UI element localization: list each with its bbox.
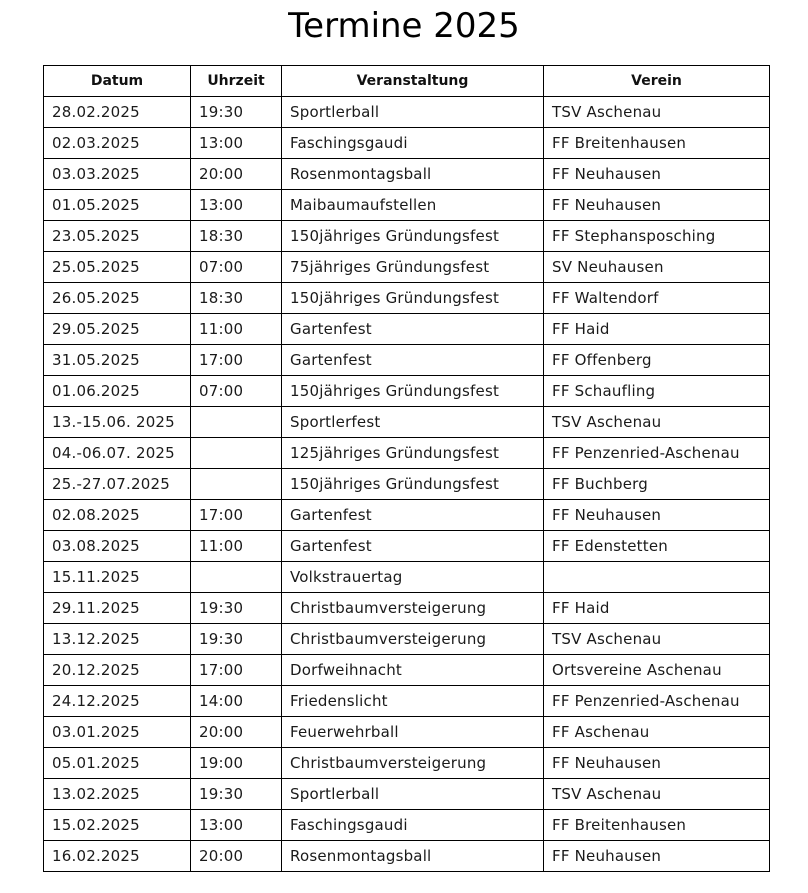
cell-datum: 03.08.2025 bbox=[44, 531, 191, 562]
cell-veranstaltung: Feuerwehrball bbox=[282, 717, 544, 748]
cell-uhrzeit bbox=[191, 562, 282, 593]
cell-veranstaltung: 150jähriges Gründungsfest bbox=[282, 221, 544, 252]
cell-uhrzeit: 11:00 bbox=[191, 314, 282, 345]
cell-datum: 13.12.2025 bbox=[44, 624, 191, 655]
cell-datum: 23.05.2025 bbox=[44, 221, 191, 252]
cell-uhrzeit: 13:00 bbox=[191, 190, 282, 221]
table-row bbox=[44, 531, 770, 562]
table-row bbox=[44, 748, 770, 779]
cell-verein: FF Edenstetten bbox=[544, 531, 770, 562]
cell-veranstaltung: Sportlerball bbox=[282, 779, 544, 810]
table-row bbox=[44, 314, 770, 345]
cell-uhrzeit: 14:00 bbox=[191, 686, 282, 717]
cell-veranstaltung: Gartenfest bbox=[282, 500, 544, 531]
events-table bbox=[43, 65, 770, 872]
cell-veranstaltung: Faschingsgaudi bbox=[282, 128, 544, 159]
cell-verein: FF Waltendorf bbox=[544, 283, 770, 314]
cell-verein: FF Neuhausen bbox=[544, 748, 770, 779]
cell-veranstaltung: Christbaumversteigerung bbox=[282, 624, 544, 655]
cell-uhrzeit: 13:00 bbox=[191, 128, 282, 159]
cell-datum: 03.01.2025 bbox=[44, 717, 191, 748]
cell-verein: TSV Aschenau bbox=[544, 779, 770, 810]
cell-veranstaltung: Volkstrauertag bbox=[282, 562, 544, 593]
cell-uhrzeit: 20:00 bbox=[191, 159, 282, 190]
table-row bbox=[44, 376, 770, 407]
table-row bbox=[44, 717, 770, 748]
cell-verein: SV Neuhausen bbox=[544, 252, 770, 283]
cell-verein: FF Schaufling bbox=[544, 376, 770, 407]
cell-verein: TSV Aschenau bbox=[544, 407, 770, 438]
cell-datum: 01.05.2025 bbox=[44, 190, 191, 221]
cell-verein: FF Breitenhausen bbox=[544, 128, 770, 159]
cell-verein: FF Penzenried-Aschenau bbox=[544, 438, 770, 469]
cell-veranstaltung: Rosenmontagsball bbox=[282, 159, 544, 190]
cell-veranstaltung: Friedenslicht bbox=[282, 686, 544, 717]
cell-verein: FF Neuhausen bbox=[544, 159, 770, 190]
cell-datum: 02.03.2025 bbox=[44, 128, 191, 159]
cell-uhrzeit: 11:00 bbox=[191, 531, 282, 562]
table-row bbox=[44, 500, 770, 531]
header-veranstaltung: Veranstaltung bbox=[282, 66, 544, 97]
table-row bbox=[44, 252, 770, 283]
cell-verein: FF Neuhausen bbox=[544, 841, 770, 872]
cell-datum: 01.06.2025 bbox=[44, 376, 191, 407]
cell-veranstaltung: 150jähriges Gründungsfest bbox=[282, 376, 544, 407]
table-row bbox=[44, 562, 770, 593]
cell-datum: 16.02.2025 bbox=[44, 841, 191, 872]
table-row bbox=[44, 779, 770, 810]
table-row bbox=[44, 190, 770, 221]
cell-uhrzeit: 19:30 bbox=[191, 593, 282, 624]
cell-uhrzeit: 13:00 bbox=[191, 810, 282, 841]
cell-verein: FF Neuhausen bbox=[544, 190, 770, 221]
cell-datum: 13.-15.06. 2025 bbox=[44, 407, 191, 438]
cell-verein: Ortsvereine Aschenau bbox=[544, 655, 770, 686]
cell-datum: 25.-27.07.2025 bbox=[44, 469, 191, 500]
table-row bbox=[44, 159, 770, 190]
cell-uhrzeit: 07:00 bbox=[191, 376, 282, 407]
cell-uhrzeit: 19:30 bbox=[191, 624, 282, 655]
cell-datum: 03.03.2025 bbox=[44, 159, 191, 190]
table-row bbox=[44, 469, 770, 500]
cell-uhrzeit: 19:30 bbox=[191, 779, 282, 810]
cell-datum: 28.02.2025 bbox=[44, 97, 191, 128]
header-uhrzeit: Uhrzeit bbox=[191, 66, 282, 97]
cell-uhrzeit: 20:00 bbox=[191, 717, 282, 748]
cell-uhrzeit bbox=[191, 407, 282, 438]
header-datum: Datum bbox=[44, 66, 191, 97]
table-row bbox=[44, 810, 770, 841]
page-title: Termine 2025 bbox=[288, 6, 520, 46]
cell-uhrzeit: 19:30 bbox=[191, 97, 282, 128]
cell-uhrzeit: 17:00 bbox=[191, 500, 282, 531]
table-row bbox=[44, 345, 770, 376]
cell-uhrzeit: 17:00 bbox=[191, 655, 282, 686]
cell-veranstaltung: 75jähriges Gründungsfest bbox=[282, 252, 544, 283]
cell-veranstaltung: Gartenfest bbox=[282, 531, 544, 562]
table-header-row bbox=[44, 66, 770, 97]
cell-veranstaltung: Sportlerball bbox=[282, 97, 544, 128]
table-row bbox=[44, 593, 770, 624]
cell-datum: 15.11.2025 bbox=[44, 562, 191, 593]
cell-veranstaltung: Dorfweihnacht bbox=[282, 655, 544, 686]
cell-veranstaltung: Rosenmontagsball bbox=[282, 841, 544, 872]
cell-datum: 24.12.2025 bbox=[44, 686, 191, 717]
cell-verein: FF Aschenau bbox=[544, 717, 770, 748]
cell-uhrzeit bbox=[191, 469, 282, 500]
table-row bbox=[44, 128, 770, 159]
cell-datum: 02.08.2025 bbox=[44, 500, 191, 531]
cell-verein: FF Stephansposching bbox=[544, 221, 770, 252]
cell-uhrzeit: 17:00 bbox=[191, 345, 282, 376]
cell-veranstaltung: 150jähriges Gründungsfest bbox=[282, 283, 544, 314]
cell-uhrzeit bbox=[191, 438, 282, 469]
cell-veranstaltung: Christbaumversteigerung bbox=[282, 593, 544, 624]
cell-verein: FF Offenberg bbox=[544, 345, 770, 376]
header-verein: Verein bbox=[544, 66, 770, 97]
table-row bbox=[44, 624, 770, 655]
table-row bbox=[44, 407, 770, 438]
cell-veranstaltung: 125jähriges Gründungsfest bbox=[282, 438, 544, 469]
cell-verein: FF Haid bbox=[544, 593, 770, 624]
cell-verein: TSV Aschenau bbox=[544, 97, 770, 128]
table-row bbox=[44, 655, 770, 686]
table-row bbox=[44, 97, 770, 128]
cell-uhrzeit: 20:00 bbox=[191, 841, 282, 872]
table-row bbox=[44, 283, 770, 314]
cell-verein: FF Haid bbox=[544, 314, 770, 345]
cell-datum: 26.05.2025 bbox=[44, 283, 191, 314]
cell-verein: FF Breitenhausen bbox=[544, 810, 770, 841]
table-row bbox=[44, 438, 770, 469]
cell-datum: 29.05.2025 bbox=[44, 314, 191, 345]
cell-datum: 13.02.2025 bbox=[44, 779, 191, 810]
cell-datum: 31.05.2025 bbox=[44, 345, 191, 376]
table-row bbox=[44, 841, 770, 872]
cell-verein: FF Penzenried-Aschenau bbox=[544, 686, 770, 717]
cell-veranstaltung: Christbaumversteigerung bbox=[282, 748, 544, 779]
cell-verein: FF Buchberg bbox=[544, 469, 770, 500]
cell-veranstaltung: Gartenfest bbox=[282, 345, 544, 376]
cell-datum: 15.02.2025 bbox=[44, 810, 191, 841]
cell-verein: FF Neuhausen bbox=[544, 500, 770, 531]
table-row bbox=[44, 686, 770, 717]
cell-uhrzeit: 07:00 bbox=[191, 252, 282, 283]
cell-veranstaltung: 150jähriges Gründungsfest bbox=[282, 469, 544, 500]
cell-uhrzeit: 18:30 bbox=[191, 221, 282, 252]
cell-datum: 25.05.2025 bbox=[44, 252, 191, 283]
table-row bbox=[44, 221, 770, 252]
cell-uhrzeit: 18:30 bbox=[191, 283, 282, 314]
cell-veranstaltung: Sportlerfest bbox=[282, 407, 544, 438]
cell-datum: 29.11.2025 bbox=[44, 593, 191, 624]
cell-verein: TSV Aschenau bbox=[544, 624, 770, 655]
cell-veranstaltung: Faschingsgaudi bbox=[282, 810, 544, 841]
cell-datum: 04.-06.07. 2025 bbox=[44, 438, 191, 469]
cell-veranstaltung: Gartenfest bbox=[282, 314, 544, 345]
cell-verein bbox=[544, 562, 770, 593]
cell-datum: 05.01.2025 bbox=[44, 748, 191, 779]
cell-datum: 20.12.2025 bbox=[44, 655, 191, 686]
cell-uhrzeit: 19:00 bbox=[191, 748, 282, 779]
cell-veranstaltung: Maibaumaufstellen bbox=[282, 190, 544, 221]
